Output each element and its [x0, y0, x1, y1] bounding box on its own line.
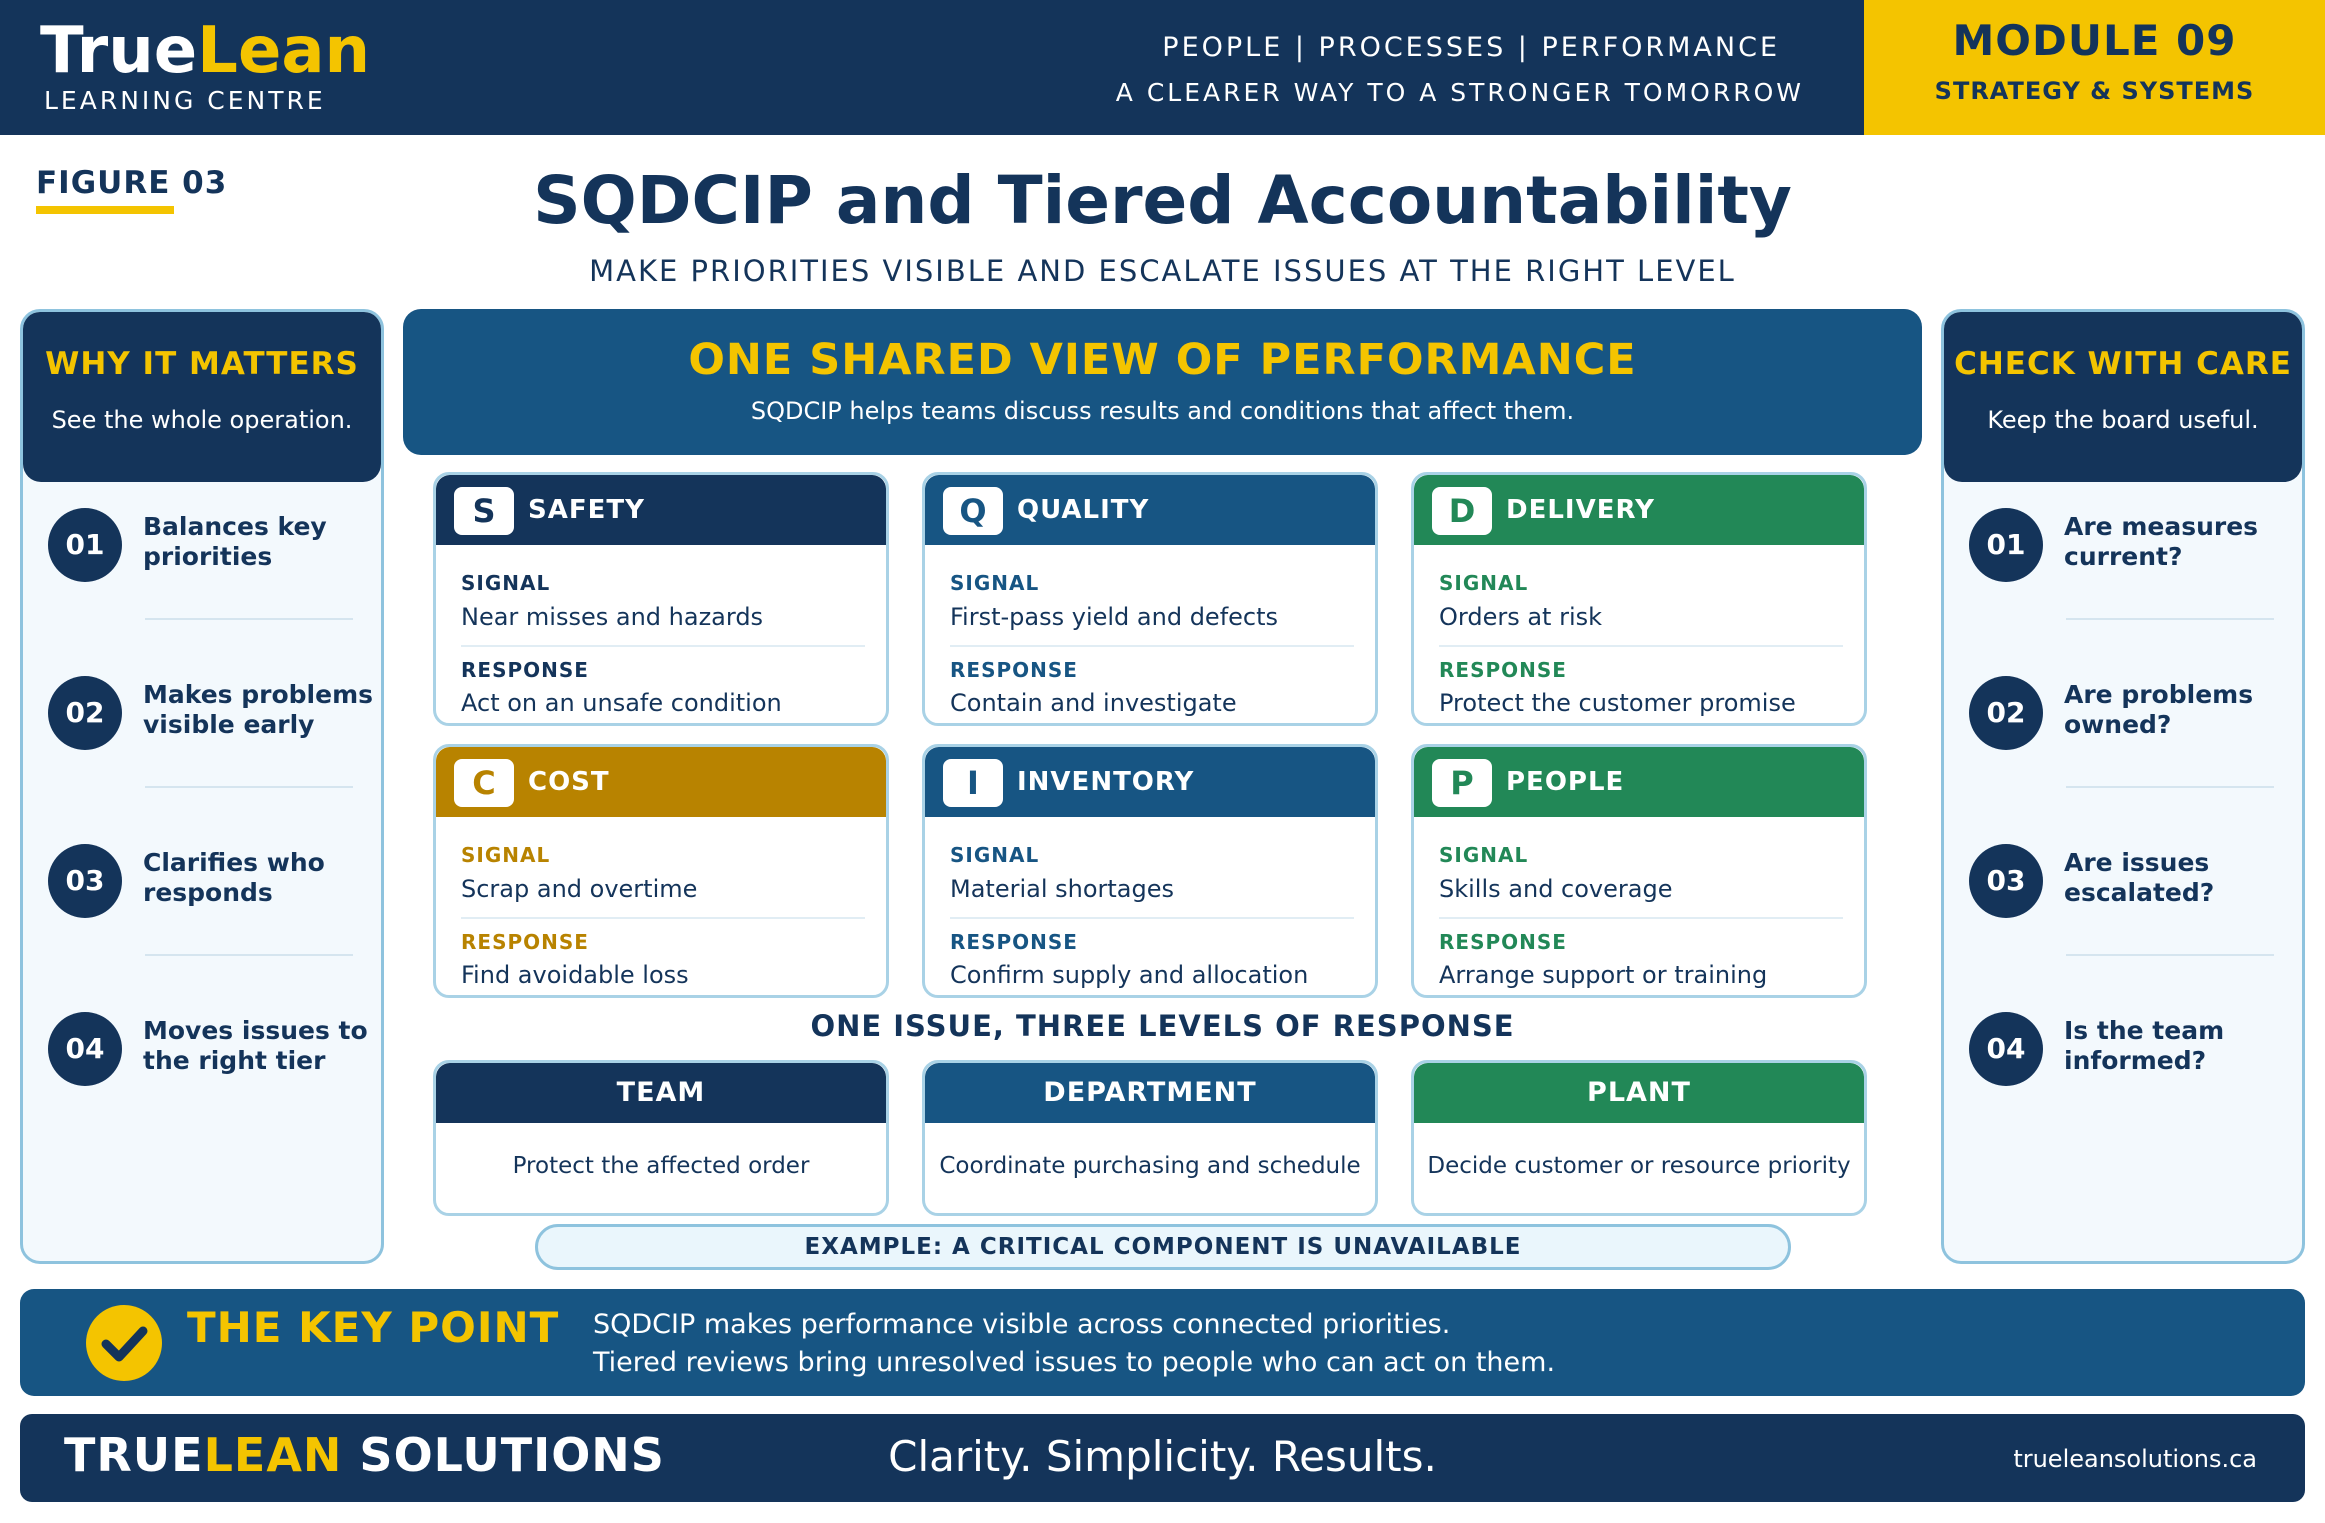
card-signal-label: SIGNAL: [461, 571, 551, 595]
module-badge: [1864, 0, 2325, 135]
tier-description: Decide customer or resource priority: [1427, 1153, 1851, 1179]
key-point-bar: [20, 1289, 2305, 1396]
card-name: PEOPLE: [1506, 767, 1625, 797]
card-signal-label: SIGNAL: [1439, 843, 1529, 867]
card-signal-label: SIGNAL: [461, 843, 551, 867]
tier-team: [433, 1060, 889, 1216]
card-response-text: Act on an unsafe condition: [461, 689, 782, 717]
card-response-label: RESPONSE: [950, 658, 1078, 682]
card-letter-badge: S: [454, 487, 514, 535]
sqdcip-card-inventory: [922, 744, 1378, 998]
item-text: Moves issues to the right tier: [143, 1016, 368, 1075]
why-it-matters-panel: [20, 309, 384, 1264]
logo-subtitle: LEARNING CENTRE: [44, 86, 326, 115]
item-text: Balances key priorities: [143, 512, 327, 571]
check-with-care-subheading: Keep the board useful.: [1987, 406, 2259, 434]
card-response-label: RESPONSE: [1439, 930, 1567, 954]
module-name: STRATEGY & SYSTEMS: [1934, 77, 2255, 105]
card-signal-label: SIGNAL: [950, 843, 1040, 867]
card-response-text: Contain and investigate: [950, 689, 1237, 717]
card-header: [1414, 747, 1864, 817]
page-title: SQDCIP and Tiered Accountability: [533, 162, 1792, 239]
item-number-badge: 02: [1969, 676, 2043, 750]
logo-true: True: [40, 14, 198, 88]
card-signal-label: SIGNAL: [1439, 571, 1529, 595]
item-text: Is the team informed?: [2064, 1016, 2225, 1075]
check-with-care-header: [1944, 312, 2302, 482]
banner-title: ONE SHARED VIEW OF PERFORMANCE: [688, 335, 1637, 385]
header-bar: [0, 0, 2325, 135]
card-signal-text: Scrap and overtime: [461, 875, 698, 903]
card-response-text: Confirm supply and allocation: [950, 961, 1309, 989]
page-subtitle: MAKE PRIORITIES VISIBLE AND ESCALATE ISSUES AT THE RIGHT LEVEL: [589, 254, 1736, 288]
card-header: [436, 475, 886, 545]
card-header: [925, 747, 1375, 817]
sqdcip-card-people: [1411, 744, 1867, 998]
card-divider: [461, 917, 865, 919]
item-text: Clarifies who responds: [143, 848, 325, 907]
why-it-matters-subheading: See the whole operation.: [51, 406, 353, 434]
card-response-text: Protect the customer promise: [1439, 689, 1796, 717]
example-pill: EXAMPLE: A CRITICAL COMPONENT IS UNAVAILABLE: [535, 1224, 1791, 1270]
why-item: [23, 984, 381, 1152]
item-text: Makes problems visible early: [143, 680, 373, 739]
card-name: SAFETY: [528, 495, 645, 525]
item-text: Are measures current?: [2064, 512, 2259, 571]
item-divider: [145, 618, 353, 620]
logo-lean: Lean: [197, 14, 371, 88]
check-item: [1944, 984, 2302, 1152]
item-text: Are issues escalated?: [2064, 848, 2215, 907]
card-divider: [1439, 645, 1843, 647]
check-item: [1944, 648, 2302, 816]
card-signal-text: First-pass yield and defects: [950, 603, 1279, 631]
footer-url[interactable]: trueleansolutions.ca: [2013, 1445, 2257, 1473]
module-number: MODULE 09: [1952, 16, 2237, 65]
card-response-label: RESPONSE: [461, 658, 589, 682]
card-response-text: Arrange support or training: [1439, 961, 1768, 989]
footer-bar: [20, 1414, 2305, 1502]
tier-department: [922, 1060, 1378, 1216]
item-number-badge: 03: [1969, 844, 2043, 918]
footer-slogan: Clarity. Simplicity. Results.: [888, 1432, 1437, 1481]
card-response-label: RESPONSE: [461, 930, 589, 954]
truelean-logo: [40, 14, 370, 88]
card-divider: [1439, 917, 1843, 919]
tagline-secondary: A CLEARER WAY TO A STRONGER TOMORROW: [1115, 78, 1804, 107]
card-divider: [950, 645, 1354, 647]
why-it-matters-header: [23, 312, 381, 482]
why-item: [23, 816, 381, 984]
card-signal-text: Near misses and hazards: [461, 603, 764, 631]
card-signal-text: Skills and coverage: [1439, 875, 1673, 903]
item-divider: [2066, 954, 2274, 956]
check-with-care-heading: CHECK WITH CARE: [1954, 346, 2292, 382]
why-item: [23, 480, 381, 648]
tier-header: TEAM: [436, 1063, 886, 1123]
figure-label: FIGURE 03: [36, 165, 228, 201]
item-number-badge: 03: [48, 844, 122, 918]
item-number-badge: 02: [48, 676, 122, 750]
card-letter-badge: C: [454, 759, 514, 807]
card-letter-badge: I: [943, 759, 1003, 807]
card-name: INVENTORY: [1017, 767, 1195, 797]
item-number-badge: 04: [48, 1012, 122, 1086]
card-header: [925, 475, 1375, 545]
item-text: Are problems owned?: [2064, 680, 2254, 739]
card-header: [1414, 475, 1864, 545]
card-signal-text: Orders at risk: [1439, 603, 1603, 631]
sqdcip-card-safety: [433, 472, 889, 726]
tier-description: Protect the affected order: [512, 1153, 810, 1179]
card-name: QUALITY: [1017, 495, 1150, 525]
tier-description: Coordinate purchasing and schedule: [939, 1153, 1361, 1179]
key-point-line-1: SQDCIP makes performance visible across connected priorities.: [593, 1309, 1451, 1340]
brand-solutions: SOLUTIONS: [342, 1428, 665, 1482]
shared-view-banner: [403, 309, 1922, 455]
banner-text: SQDCIP helps teams discuss results and conditions that affect them.: [750, 397, 1575, 425]
brand-lean: LEAN: [203, 1428, 343, 1482]
key-point-line-2: Tiered reviews bring unresolved issues to people who can act on them.: [593, 1347, 1556, 1378]
check-item: [1944, 816, 2302, 984]
tier-header: DEPARTMENT: [925, 1063, 1375, 1123]
item-divider: [2066, 786, 2274, 788]
item-number-badge: 04: [1969, 1012, 2043, 1086]
card-response-label: RESPONSE: [950, 930, 1078, 954]
check-with-care-panel: [1941, 309, 2305, 1264]
card-letter-badge: D: [1432, 487, 1492, 535]
sqdcip-card-cost: [433, 744, 889, 998]
card-response-label: RESPONSE: [1439, 658, 1567, 682]
check-item: [1944, 480, 2302, 648]
tagline-primary: PEOPLE | PROCESSES | PERFORMANCE: [1162, 32, 1780, 63]
card-letter-badge: P: [1432, 759, 1492, 807]
card-header: [436, 747, 886, 817]
item-divider: [145, 954, 353, 956]
card-response-text: Find avoidable loss: [461, 961, 689, 989]
card-divider: [461, 645, 865, 647]
tier-header: PLANT: [1414, 1063, 1864, 1123]
why-it-matters-heading: WHY IT MATTERS: [45, 346, 359, 382]
item-number-badge: 01: [48, 508, 122, 582]
card-letter-badge: Q: [943, 487, 1003, 535]
item-number-badge: 01: [1969, 508, 2043, 582]
key-point-title: THE KEY POINT: [187, 1303, 560, 1352]
why-item: [23, 648, 381, 816]
card-signal-label: SIGNAL: [950, 571, 1040, 595]
card-name: COST: [528, 767, 610, 797]
card-name: DELIVERY: [1506, 495, 1655, 525]
brand-true: TRUE: [64, 1428, 204, 1482]
check-circle-icon: [86, 1305, 162, 1381]
item-divider: [2066, 618, 2274, 620]
levels-title: ONE ISSUE, THREE LEVELS OF RESPONSE: [810, 1009, 1515, 1043]
card-divider: [950, 917, 1354, 919]
tier-plant: [1411, 1060, 1867, 1216]
sqdcip-card-delivery: [1411, 472, 1867, 726]
check-mark-icon: [86, 1305, 162, 1381]
card-signal-text: Material shortages: [950, 875, 1175, 903]
item-divider: [145, 786, 353, 788]
sqdcip-card-quality: [922, 472, 1378, 726]
